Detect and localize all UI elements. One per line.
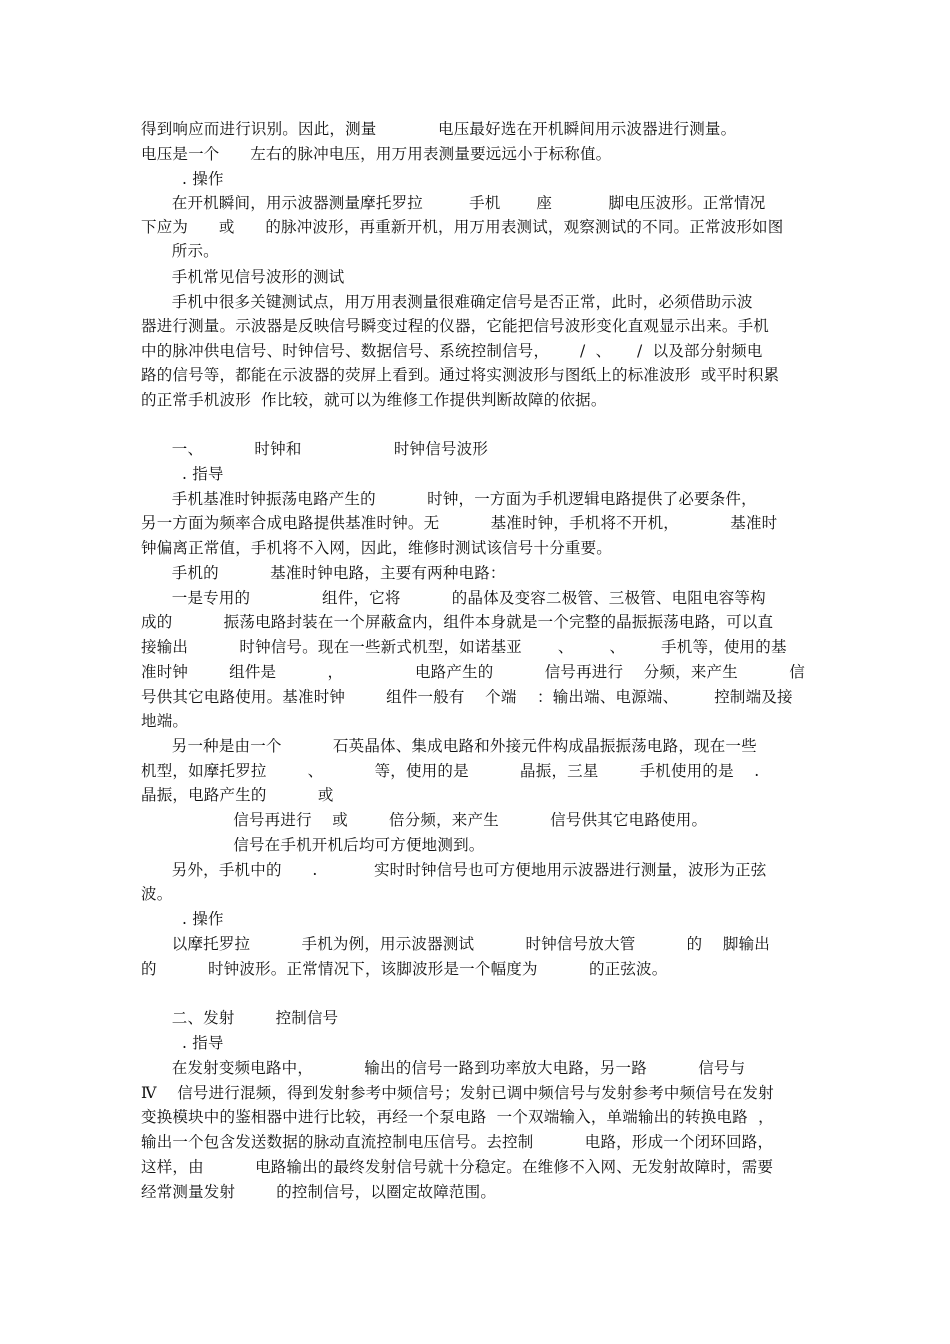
subheading: . 操作 (141, 910, 224, 928)
text-line: 中的脉冲供电信号、时钟信号、数据信号、系统控制信号， / 、 / 以及部分射频电 (141, 342, 763, 360)
text-line: 准时钟 组件是 ， 电路产生的 信号再进行 分频，来产生 信 (141, 663, 805, 681)
text-line: 手机常见信号波形的测试 (141, 268, 345, 286)
text-line: . 操作 (141, 170, 224, 188)
text-line: 成的 振荡电路封装在一个屏蔽盒内，组件本身就是一个完整的晶振振荡电路，可以直 (141, 613, 774, 631)
text-line: 变换模块中的鉴相器中进行比较，再经一个泵电路 一个双端输入，单端输出的转换电路 ， (141, 1108, 774, 1126)
text-line: 在发射变频电路中， 输出的信号一路到功率放大电路，另一路 信号与 (141, 1059, 746, 1077)
text-line: 接输出 时钟信号。现在一些新式机型，如诺基亚 、 、 手机等，使用的基 (141, 638, 787, 656)
text-line: 得到响应而进行识别。因此，测量 电压最好选在开机瞬间用示波器进行测量。 (141, 120, 737, 138)
text-line: 地端。 (141, 712, 189, 730)
text-line: 另外，手机中的 . 实时时钟信号也可方便地用示波器进行测量，波形为正弦 (141, 861, 767, 879)
text-line: 在开机瞬间，用示波器测量摩托罗拉 手机 座 脚电压波形。正常情况 (141, 194, 766, 212)
text-line: 经常测量发射 的控制信号，以圈定故障范围。 (141, 1183, 497, 1201)
subheading: . 指导 (141, 1034, 224, 1052)
text-line: 晶振，电路产生的 或 (141, 786, 334, 804)
text-line: 电压是一个 左右的脉冲电压，用万用表测量要远远小于标称值。 (141, 145, 612, 163)
section-heading: 二、发射 控制信号 (141, 1009, 339, 1027)
text-line: 这样，由 电路输出的最终发射信号就十分稳定。在维修不入网、无发射故障时，需要 (141, 1158, 774, 1176)
text-line: 所示。 (141, 242, 219, 260)
text-line: 另一方面为频率合成电路提供基准时钟。无 基准时钟，手机将不开机， 基准时 (141, 514, 778, 532)
text-line: 钟偏离正常值，手机将不入网，因此，维修时测试该信号十分重要。 (141, 539, 613, 557)
text-line: Ⅳ 信号进行混频，得到发射参考中频信号；发射已调中频信号与发射参考中频信号在发射 (141, 1084, 774, 1102)
text-line: 信号在手机开机后均可方便地测到。 (141, 836, 485, 854)
text-line: 以摩托罗拉 手机为例，用示波器测试 时钟信号放大管 的 脚输出 (141, 935, 770, 953)
section-heading: 一、 时钟和 时钟信号波形 (141, 440, 489, 458)
text-line: 的正常手机波形 作比较，就可以为维修工作提供判断故障的依据。 (141, 391, 607, 409)
text-line: 路的信号等，都能在示波器的荧屏上看到。通过将实测波形与图纸上的标准波形 或平时积累 (141, 366, 780, 384)
text-line: 的 时钟波形。正常情况下，该脚波形是一个幅度为 的正弦波。 (141, 960, 668, 978)
text-line: 号供其它电路使用。基准时钟 组件一般有 个端 ：输出端、电源端、 控制端及接 (141, 688, 793, 706)
text-line: 手机中很多关键测试点，用万用表测量很难确定信号是否正常，此时，必须借助示波 (141, 293, 753, 311)
text-line: 机型，如摩托罗拉 、 等，使用的是 晶振，三星 手机使用的是 . (141, 762, 760, 780)
text-line: 波。 (141, 885, 173, 903)
text-line: 下应为 或 的脉冲波形，再重新开机，用万用表测试，观察测试的不同。正常波形如图 (141, 218, 784, 236)
subheading: . 指导 (141, 465, 224, 483)
text-line: 手机基准时钟振荡电路产生的 时钟，一方面为手机逻辑电路提供了必要条件， (141, 490, 757, 508)
text-line: 信号再进行 或 倍分频，来产生 信号供其它电路使用。 (141, 811, 708, 829)
text-line: 输出一个包含发送数据的脉动直流控制电压信号。去控制 电路，形成一个闭环回路， (141, 1133, 774, 1151)
text-line: 手机的 基准时钟电路，主要有两种电路： (141, 564, 506, 582)
text-line: 一是专用的 组件，它将 的晶体及变容二极管、三极管、电阻电容等构 (141, 589, 766, 607)
text-line: 另一种是由一个 石英晶体、集成电路和外接元件构成晶振振荡电路，现在一些 (141, 737, 757, 755)
text-line: 器进行测量。示波器是反映信号瞬变过程的仪器，它能把信号波形变化直观显示出来。手机 (141, 317, 770, 335)
